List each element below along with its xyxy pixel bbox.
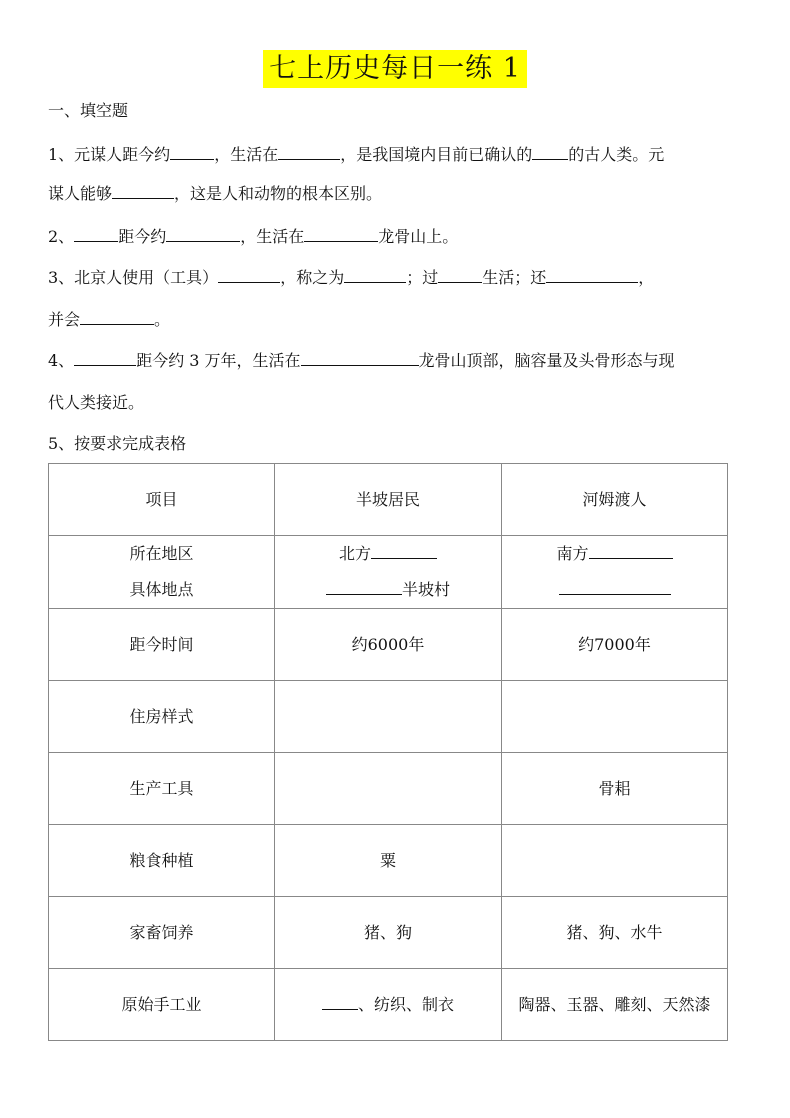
row-item: 家畜饲养 xyxy=(49,897,275,969)
row-hemudu[interactable] xyxy=(502,825,728,897)
q1-text-c: ，是我国境内目前已确认的 xyxy=(340,145,533,164)
answer-blank[interactable] xyxy=(166,227,240,242)
q4-text-a: 4、 xyxy=(48,351,75,370)
answer-blank[interactable] xyxy=(80,310,154,325)
q3-text-e: ， xyxy=(638,268,655,287)
region-label: 所在地区 xyxy=(129,544,194,563)
q2-text-b: 距今约 xyxy=(118,227,167,246)
header-hemudu: 河姆渡人 xyxy=(502,464,728,536)
row-banpo: 粟 xyxy=(275,825,502,897)
q1-text-e: 谋人能够 xyxy=(48,184,113,203)
answer-blank[interactable] xyxy=(532,145,568,160)
q4-text-b: 距今约 3 万年，生活在 xyxy=(136,351,301,370)
answer-blank[interactable] xyxy=(278,145,340,160)
banpo-region: 北方 xyxy=(338,544,371,563)
answer-blank[interactable] xyxy=(112,184,174,199)
table-header-row xyxy=(49,464,728,536)
row-banpo-craft xyxy=(275,969,502,1041)
question-4-line-2: 代人类接近。 xyxy=(48,393,145,412)
row-item: 住房样式 xyxy=(49,681,275,753)
q3-text-d: 生活；还 xyxy=(482,268,547,287)
table-row-location xyxy=(49,536,728,609)
header-item: 项目 xyxy=(49,464,275,536)
table-row xyxy=(49,753,728,825)
row-banpo: 约6000年 xyxy=(275,609,502,681)
row-hemudu: 约7000年 xyxy=(502,609,728,681)
hemudu-location-cell xyxy=(502,536,728,609)
answer-blank[interactable] xyxy=(589,542,673,559)
q2-text-a: 2、 xyxy=(48,227,75,246)
section-heading: 一、填空题 xyxy=(48,101,129,120)
question-3-line-2 xyxy=(48,310,170,330)
row-item: 粮食种植 xyxy=(49,825,275,897)
answer-blank[interactable] xyxy=(326,578,402,595)
question-1-line-2 xyxy=(48,184,382,204)
question-3-line-1 xyxy=(48,268,654,288)
hemudu-region: 南方 xyxy=(556,544,589,563)
table-row xyxy=(49,609,728,681)
q3-text-f: 并会 xyxy=(48,310,81,329)
q1-text-b: ，生活在 xyxy=(214,145,279,164)
place-label: 具体地点 xyxy=(129,580,194,599)
q2-text-c: ，生活在 xyxy=(240,227,305,246)
answer-blank[interactable] xyxy=(322,993,358,1010)
q3-text-g: 。 xyxy=(154,310,171,329)
row-hemudu: 陶器、玉器、雕刻、天然漆 xyxy=(502,969,728,1041)
answer-blank[interactable] xyxy=(559,578,671,595)
title-area xyxy=(0,50,790,88)
question-1-line-1 xyxy=(48,145,664,165)
question-4-line-1 xyxy=(48,351,675,371)
question-5-label: 5、按要求完成表格 xyxy=(48,434,187,453)
q4-text-c: 龙骨山顶部，脑容量及头骨形态与现 xyxy=(418,351,675,370)
answer-blank[interactable] xyxy=(304,227,378,242)
q1-text-a: 1、元谋人距今约 xyxy=(48,145,171,164)
answer-blank[interactable] xyxy=(344,268,406,283)
answer-blank[interactable] xyxy=(438,268,482,283)
table-row-craft xyxy=(49,969,728,1041)
row-hemudu: 骨耜 xyxy=(502,753,728,825)
answer-blank[interactable] xyxy=(218,268,280,283)
row-hemudu[interactable] xyxy=(502,681,728,753)
row-item: 生产工具 xyxy=(49,753,275,825)
q2-text-d: 龙骨山上。 xyxy=(378,227,459,246)
q1-text-f: ，这是人和动物的根本区别。 xyxy=(174,184,383,203)
row-banpo: 猪、狗 xyxy=(275,897,502,969)
row-item: 距今时间 xyxy=(49,609,275,681)
answer-blank[interactable] xyxy=(371,542,437,559)
answer-blank[interactable] xyxy=(74,227,118,242)
answer-blank[interactable] xyxy=(301,351,419,366)
answer-blank[interactable] xyxy=(546,268,638,283)
table-row xyxy=(49,825,728,897)
banpo-location-cell xyxy=(275,536,502,609)
row-banpo[interactable] xyxy=(275,681,502,753)
q3-text-b: ，称之为 xyxy=(280,268,345,287)
banpo-place: 半坡村 xyxy=(401,580,450,599)
row-hemudu: 猪、狗、水牛 xyxy=(502,897,728,969)
row-banpo[interactable] xyxy=(275,753,502,825)
answer-blank[interactable] xyxy=(170,145,214,160)
q3-text-c: ；过 xyxy=(406,268,439,287)
q1-text-d: 的古人类。元 xyxy=(568,145,665,164)
answer-blank[interactable] xyxy=(74,351,136,366)
banpo-craft-text: 、纺织、制衣 xyxy=(357,994,454,1014)
comparison-table xyxy=(48,463,728,1041)
table-row xyxy=(49,681,728,753)
q3-text-a: 3、北京人使用（工具） xyxy=(48,268,219,287)
row-item: 原始手工业 xyxy=(49,969,275,1041)
page-title: 七上历史每日一练 1 xyxy=(263,50,527,88)
header-banpo: 半坡居民 xyxy=(275,464,502,536)
location-label-cell xyxy=(49,536,275,609)
question-2 xyxy=(48,227,458,247)
table-row xyxy=(49,897,728,969)
